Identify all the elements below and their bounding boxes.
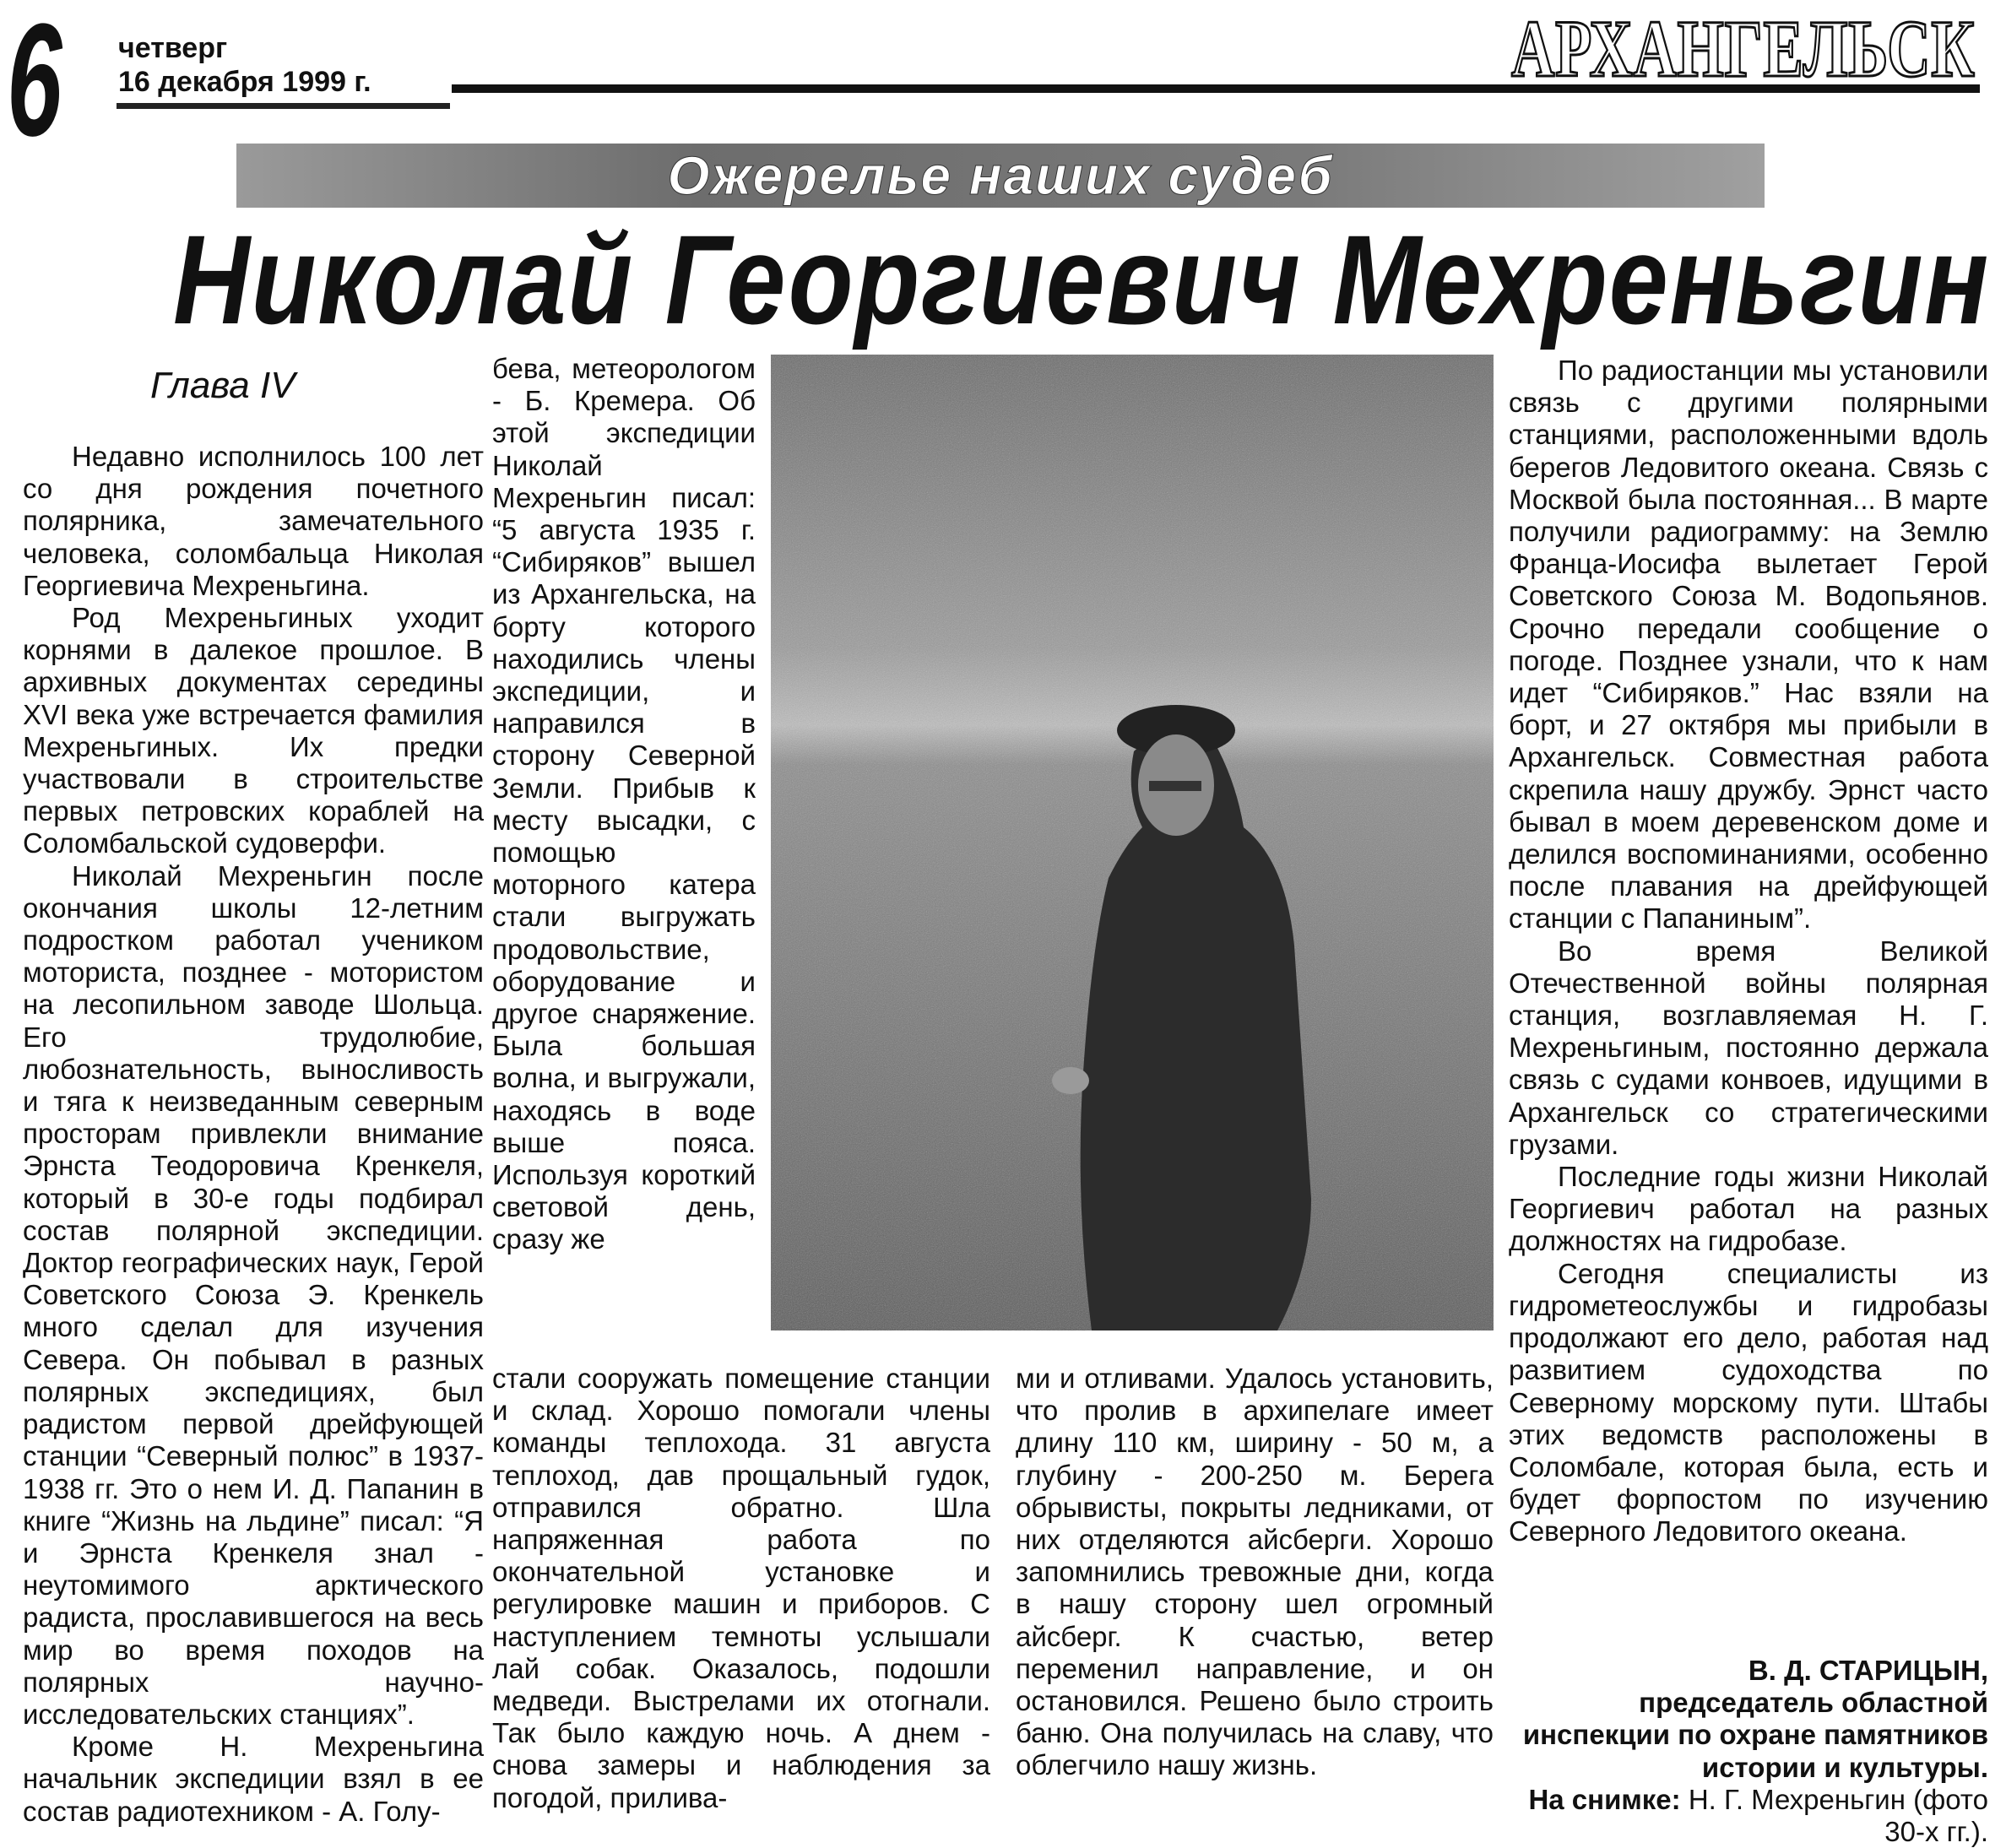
column-3 — [1016, 1363, 1494, 1782]
paragraph: Сегодня специалисты из гидрометеослужбы и гидробазы продолжают его дело, работая над развитием судоходства по Северному морскому пути. Штабы этих ведомств расположены в Соломбале, которая была, есть и будет форпостом по изучению Северного Ледовитого океана. — [1509, 1257, 1988, 1547]
paragraph: бева, метеорологом - Б. Кремера. Об этой экспедиции Николай Мехреньгин писал: “5 августа 1935 г. “Сибиряков” вышел из Архангельска, на борту которого находились члены экспедиции, и направился в сторону Северной Земли. Прибыв к месту высадки, с помощью моторного катера стали выгружать продовольствие, оборудование и другое снаряжение. Была большая волна, и выгружали, находясь в воде выше пояса. Используя короткий световой день, сразу же — [492, 353, 756, 1255]
chapter-heading: Глава IV — [150, 365, 295, 406]
paragraph: Во время Великой Отечественной войны полярная станция, возглавляемая Н. Г. Мехреньгиным, постоянно держала связь с судами конвоев, идущими в Архангельск со стратегическими грузами. — [1509, 935, 1988, 1160]
paragraph: ми и отливами. Удалось установить, что пролив в архипелаге имеет длину 110 км, ширину - 50 м, а глубину - 200-250 м. Берега обрывисты, покрыты ледниками, от них отделяются айсберги. Хорошо запомнились тревожные дни, когда в нашу сторону шел огромный айсберг. К счастью, ветер переменил направление, и он остановился. Решено было строить баню. Она получилась на славу, что облегчило нашу жизнь. — [1016, 1363, 1494, 1781]
column-2-top — [492, 353, 756, 1256]
column-2-bottom — [492, 1363, 990, 1814]
author-signature — [1509, 1655, 1988, 1848]
photo-caption: Н. Г. Мехреньгин (фото 30-х гг.). — [1688, 1783, 1988, 1848]
paragraph: стали сооружать помещение станции и склад. Хорошо помогали члены команды теплохода. 31 августа теплоход, дав прощальный гудок, отправился обратно. Шла напряженная работа по окончательной установке и регулировке машин и приборов. С наступлением темноты услышали лай собак. Оказалось, подошли медведи. Выстрелами их отогнали. Так было каждую ночь. А днем - снова замеры и наблюдения за погодой, прилива- — [492, 1363, 990, 1813]
author-name: В. Д. СТАРИЦЫН, — [1748, 1655, 1988, 1686]
article-title: Николай Георгиевич Мехреньгин — [172, 209, 1991, 350]
paragraph: Кроме Н. Мехреньгина начальник экспедиции взял в ее состав радиотехником - А. Голу- — [23, 1731, 484, 1827]
masthead: АРХАНГЕЛЬСК — [1511, 3, 1976, 94]
issue-date: 16 декабря 1999 г. — [118, 66, 371, 98]
paragraph: По радиостанции мы установили связь с другими полярными станциями, расположенными вдоль берегов Ледовитого океана. Связь с Москвой была постоянная... В марте получили радиограмму: на Землю Франца-Иосифа вылетает Герой Советского Союза М. Водопьянов. Срочно передали сообщение о погоде. Позднее узнали, что к нам идет “Сибиряков.” Нас взяли на борт, и 27 октября мы прибыли в Архангельск. Совместная работа скрепила нашу дружбу. Эрнст часто бывал в моем деревенском доме и делился воспоминаниями, особенно после плавания на дрейфующей станции с Папаниным”. — [1509, 355, 1988, 935]
caption-label: На снимке: — [1528, 1783, 1681, 1815]
column-1 — [23, 441, 484, 1828]
weekday: четверг — [118, 32, 228, 64]
paragraph: Последние годы жизни Николай Георгиевич работал на разных должностях на гидробазе. — [1509, 1161, 1988, 1257]
column-4 — [1509, 355, 1988, 1548]
paragraph: Николай Мехреньгин после окончания школы 12-летним подростком работал учеником моториста, позднее - мотористом на лесопильном заводе Шольца. Его трудолюбие, любознательность, выносливость и тяга к неизведанным северным просторам привлекли внимание Эрнста Теодоровича Кренкеля, который в 30-е годы подбирал состав полярной экспедиции. Доктор географических наук, Герой Советского Союза Э. Кренкель много сделал для изучения Севера. Он побывал в разных полярных экспедициях, был радистом первой дрейфующей станции “Северный полюс” в 1937-1938 гг. Это о нем И. Д. Папанин в книге “Жизнь на льдине” писал: “Я и Эрнста Кренкеля знал - неутомимого арктического радиста, прославившегося на весь мир во время походов на полярных научно-исследовательских станциях”. — [23, 859, 484, 1730]
paragraph: Недавно исполнилось 100 лет со дня рождения почетного полярника, замечательного человека, соломбальца Николая Георгиевича Мехреньгина. — [23, 441, 484, 601]
page-number: 6 — [7, 0, 62, 170]
portrait-photo — [771, 355, 1494, 1330]
rubric-banner — [236, 144, 1765, 208]
date-rule — [117, 103, 450, 109]
headline — [0, 207, 2006, 353]
author-title: председатель областной инспекции по охране памятников истории и культуры. — [1522, 1687, 1988, 1783]
paragraph: Род Мехреньгиных уходит корнями в далекое прошлое. В архивных документах середины XVI века уже встречается фамилия Мехреньгиных. Их предки участвовали в строительстве первых петровских кораблей на Соломбальской судоверфи. — [23, 602, 484, 859]
rubric-title: Ожерелье наших судеб — [667, 145, 1334, 206]
